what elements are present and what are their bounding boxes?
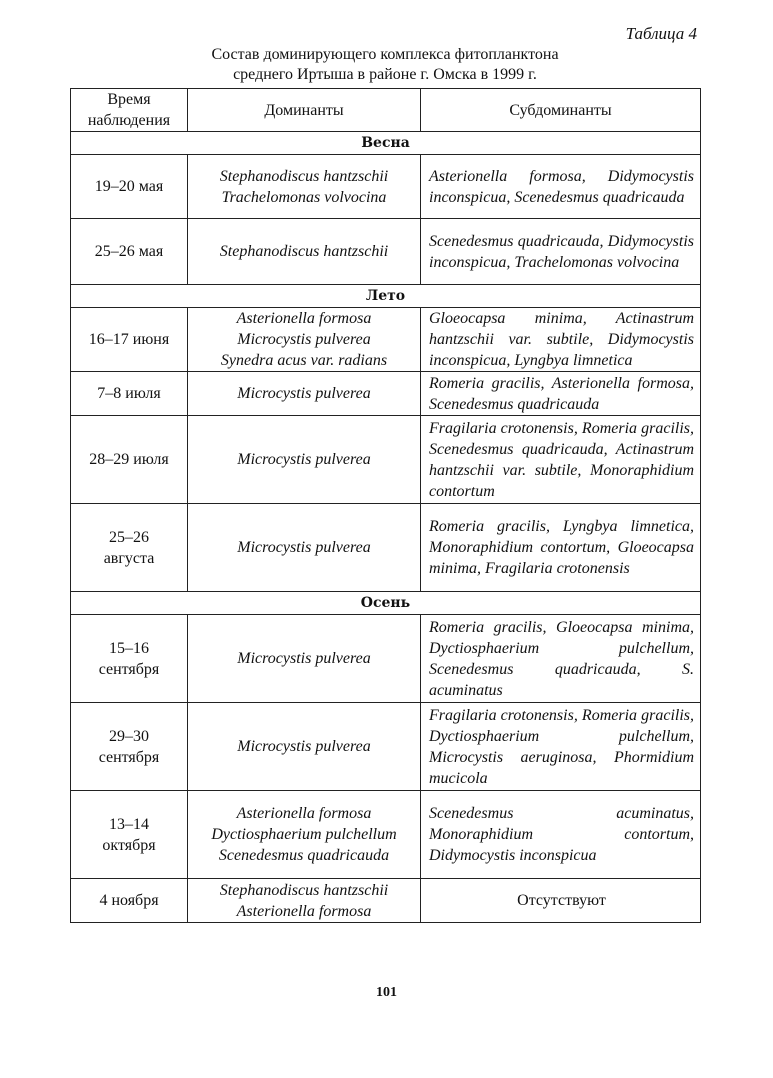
- dominant-species-name: Scenedesmus quadricauda: [218, 847, 390, 864]
- table-body: [71, 132, 701, 923]
- subdominant-species: Отсутствуют: [421, 879, 701, 923]
- season-row: [71, 285, 701, 308]
- table-label: Таблица 4: [625, 24, 697, 43]
- subdominant-species: Romeria gracilis, Asterionella formosa, Scenedesmus quadricauda: [421, 372, 701, 416]
- observation-time: [71, 879, 188, 923]
- subdominant-species: Gloeocapsa minima, Actinastrum hantzschii var. subtile, Didymocystis inconspicua, Lyngbya limnetica: [421, 308, 701, 372]
- observation-time: [71, 504, 188, 592]
- observation-time: [71, 416, 188, 504]
- season-row: [71, 132, 701, 155]
- table-caption: [70, 45, 700, 85]
- subdominant-species: Scenedesmus quadricauda, Didymocystis inconspicua, Trachelomonas volvocina: [421, 219, 701, 285]
- header-time-line: наблюдения: [87, 112, 171, 129]
- subdominant-species: Asterionella formosa, Didymocystis inconspicua, Scenedesmus quadricauda: [421, 155, 701, 219]
- dominant-species-name: Microcystis pulverea: [237, 738, 371, 755]
- header-time-line: Время: [107, 91, 151, 108]
- table-row: [71, 308, 701, 372]
- subdominant-species: Fragilaria crotonensis, Romeria gracilis, Scenedesmus quadricauda, Actinastrum hantzschii var. subtile, Monoraphidium contortum: [421, 416, 701, 504]
- dominant-species-name: Microcystis pulverea: [237, 385, 371, 402]
- phytoplankton-table: [70, 88, 701, 923]
- dominant-species: [188, 416, 421, 504]
- observation-time: [71, 155, 188, 219]
- dominant-species: [188, 504, 421, 592]
- dominant-species: [188, 155, 421, 219]
- observation-time-line: 29–30: [109, 727, 149, 745]
- season-name: Весна: [71, 132, 701, 155]
- observation-time-line: сентября: [98, 748, 160, 766]
- dominant-species: [188, 703, 421, 791]
- observation-time-line: 19–20 мая: [94, 178, 164, 195]
- observation-time: [71, 308, 188, 372]
- observation-time-line: сентября: [98, 660, 160, 678]
- dominant-species: [188, 308, 421, 372]
- dominant-species-name: Microcystis pulverea: [237, 331, 371, 348]
- header-subdominants: Субдоминанты: [421, 89, 701, 132]
- dominant-species-name: Asterionella formosa: [236, 902, 372, 920]
- subdominant-species: Romeria gracilis, Lyngbya limnetica, Monoraphidium contortum, Gloeocapsa minima, Fragilaria crotonensis: [421, 504, 701, 592]
- dominant-species-name: Stephanodiscus hantzschii: [219, 881, 389, 899]
- dominant-species-name: Stephanodiscus hantzschii: [219, 243, 389, 260]
- dominant-species-name: Microcystis pulverea: [237, 650, 371, 667]
- subdominant-species: Romeria gracilis, Gloeocapsa minima, Dyctiosphaerium pulchellum, Scenedesmus quadricauda, S. acuminatus: [421, 615, 701, 703]
- caption-line: Состав доминирующего комплекса фитопланктона: [211, 46, 559, 63]
- dominant-species-name: Synedra acus var. radians: [220, 352, 388, 369]
- dominant-species: [188, 372, 421, 416]
- season-name: Осень: [71, 592, 701, 615]
- dominant-species-name: Trachelomonas volvocina: [221, 188, 387, 206]
- season-row: [71, 592, 701, 615]
- observation-time-line: 25–26 мая: [94, 243, 164, 260]
- table-row: [71, 416, 701, 504]
- table-row: [71, 791, 701, 879]
- observation-time: [71, 703, 188, 791]
- observation-time-line: 16–17 июня: [88, 331, 170, 348]
- observation-time-line: 15–16: [109, 639, 149, 657]
- dominant-species: [188, 879, 421, 923]
- table-row: [71, 155, 701, 219]
- subdominant-species: Scenedesmus acuminatus, Monoraphidium contortum, Didymocystis inconspicua: [421, 791, 701, 879]
- header-dominants: Доминанты: [188, 89, 421, 132]
- observation-time-line: 7–8 июля: [97, 385, 161, 402]
- header-time: [71, 89, 188, 132]
- observation-time: [71, 615, 188, 703]
- observation-time-line: 28–29 июля: [89, 451, 169, 468]
- observation-time-line: августа: [103, 549, 155, 567]
- table-row: [71, 504, 701, 592]
- season-name: Лето: [71, 285, 701, 308]
- table-row: [71, 879, 701, 923]
- dominant-species-name: Microcystis pulverea: [237, 539, 371, 556]
- page-number: 101: [376, 985, 397, 1000]
- observation-time-line: октября: [102, 836, 156, 854]
- dominant-species-name: Asterionella formosa: [236, 805, 372, 822]
- dominant-species: [188, 219, 421, 285]
- header-row: [71, 89, 701, 132]
- dominant-species: [188, 615, 421, 703]
- observation-time-line: 4 ноября: [99, 892, 159, 909]
- observation-time-line: 13–14: [109, 815, 149, 833]
- dominant-species-name: Stephanodiscus hantzschii: [219, 167, 389, 185]
- observation-time-line: 25–26: [109, 528, 149, 546]
- dominant-species-name: Asterionella formosa: [236, 310, 372, 327]
- observation-time: [71, 372, 188, 416]
- dominant-species: [188, 791, 421, 879]
- table-row: [71, 372, 701, 416]
- table-row: [71, 703, 701, 791]
- table-row: [71, 219, 701, 285]
- dominant-species-name: Microcystis pulverea: [237, 451, 371, 468]
- caption-line: среднего Иртыша в районе г. Омска в 1999 г.: [233, 66, 537, 83]
- table-row: [71, 615, 701, 703]
- dominant-species-name: Dyctiosphaerium pulchellum: [211, 826, 397, 843]
- observation-time: [71, 219, 188, 285]
- subdominant-species: Fragilaria crotonensis, Romeria gracilis, Dyctiosphaerium pulchellum, Microcystis aeruginosa, Phormidium mucicola: [421, 703, 701, 791]
- observation-time: [71, 791, 188, 879]
